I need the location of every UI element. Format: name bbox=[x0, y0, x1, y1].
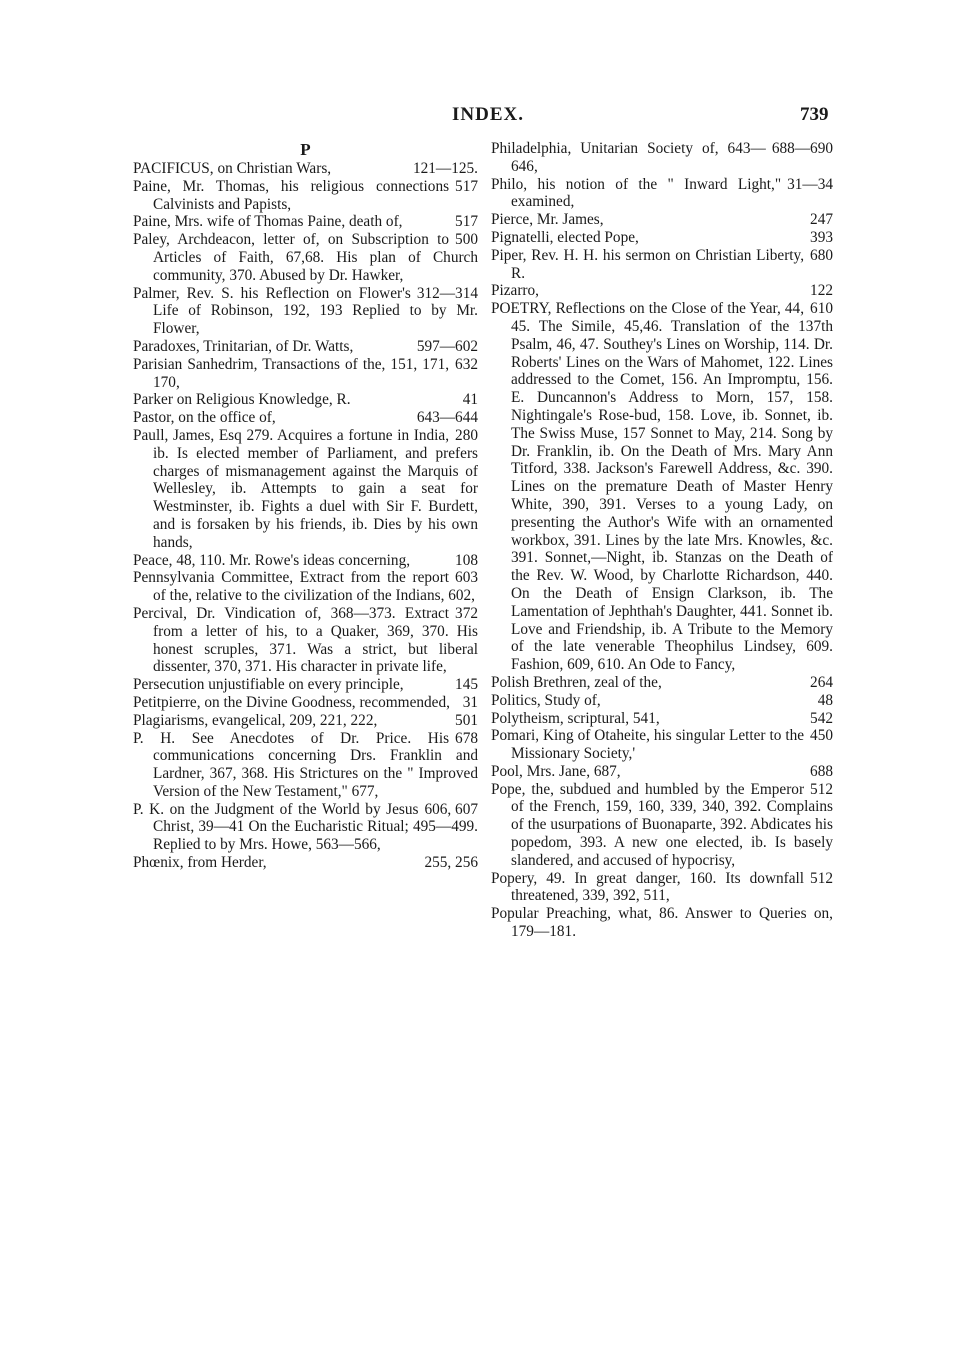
entry-pages: 606, 607 bbox=[424, 800, 478, 818]
entry-pages: 512 bbox=[810, 780, 833, 798]
entry-head: Petitpierre, bbox=[133, 693, 201, 711]
page-number: 739 bbox=[800, 104, 829, 125]
index-entry bbox=[491, 763, 833, 781]
entry-pages: 542 bbox=[810, 709, 833, 727]
entry-text: Rev. H. H. his sermon on Christian Liberty, R. bbox=[511, 246, 805, 282]
entry-head: Philadelphia, bbox=[491, 140, 572, 157]
entry-head: Pizarro, bbox=[491, 282, 539, 300]
entry-pages: 48 bbox=[817, 691, 833, 709]
entry-pages: 247 bbox=[810, 211, 833, 229]
index-entry bbox=[133, 213, 478, 231]
header-title: INDEX. bbox=[452, 104, 524, 125]
entry-text: Mr. Thomas, his religious connections Calvinists and Papists, bbox=[153, 177, 450, 213]
entry-pages: 255, 256 bbox=[424, 854, 478, 872]
entry-head: Persecution bbox=[133, 676, 205, 694]
index-entry bbox=[133, 605, 478, 676]
entry-text: evangelical, 209, 221, 222, bbox=[208, 711, 378, 729]
entry-text: on the Divine Goodness, recommended, bbox=[200, 693, 450, 711]
index-entry bbox=[491, 870, 833, 906]
entry-head: Parker bbox=[133, 391, 173, 409]
entry-head: Pastor, bbox=[133, 409, 175, 427]
entry-head: Paine, bbox=[133, 177, 171, 195]
entry-pages: 31—34 bbox=[787, 175, 833, 193]
entry-text: unjustifiable on every principle, bbox=[204, 676, 404, 694]
right-column bbox=[491, 140, 833, 941]
entry-text: Reflections on the Close of the Year, 44, 45. The Simile, 45,46. Translation of the 137th Psalm, 46, 47. Southey's Lines on Worship, 114. Dr. Roberts' Lines on the Wars of Mahomet, 122. Lines addressed to the Comet, 156. An Impromptu, 156. E. Duncannon's Address to Morn, 157, 158. Nightingale's Rose-bud, 158. Love, ib. Sonnet, ib. The Swiss Muse, 157 Sonnet to May, 214. Song by Dr. Franklin, ib. On the Death of Mrs. Mary Ann Titford, 338. Jackson's Farewell Address, &c. 390. Lines on the premature Death of Master Henry White, 390, 391. Verses to a young Lady, on presenting the Author's Wife with an ornamented workbox, 391. Lines by the late Mrs. Knowles, &c. 391. Sonnet,—Night, ib. Stanzas on the Death of the Rev. W. Wood, by Charlotte Richardson, 440. On the Death of Ensign Clarkson, ib. The Lamentation of Jephthah's Daughter, 441. Sonnet ib. Love and Friendship, ib. A Tribute to the Memory of the late venerable Theophilus Lindsey, 609. Fashion, 609, 610. An Ode to Fancy, bbox=[511, 300, 833, 674]
entry-text: scriptural, 541, bbox=[563, 709, 660, 727]
entry-head: Palmer, bbox=[133, 284, 180, 302]
entry-pages: 145 bbox=[455, 676, 478, 694]
entry-text: Mr. James, bbox=[533, 211, 604, 229]
entry-head: PACIFICUS, bbox=[133, 160, 214, 177]
index-entry bbox=[133, 178, 478, 214]
entry-head: P. H. bbox=[133, 729, 176, 747]
entry-head: Polish bbox=[491, 673, 530, 691]
entry-pages: 680 bbox=[810, 246, 833, 264]
entry-pages: 500 bbox=[455, 231, 478, 249]
entry-pages: 393 bbox=[810, 228, 833, 246]
entry-text: See Anecdotes of Dr. Price. His communications concerning Drs. Franklin and Lardner, 367, 368. His Strictures on the " Improved Version of the New Testament," 677, bbox=[153, 729, 478, 800]
index-entry bbox=[133, 676, 478, 694]
index-entry bbox=[133, 160, 478, 178]
index-entry bbox=[491, 727, 833, 763]
entry-text: James, Esq 279. Acquires a fortune in India, ib. Is elected member of Parliament, and prefers charges of mismanagement against the Marquis of Wellesley, ib. Attempts to gain a seat for Westminster, ib. Fights a duel with Sir F. Burdett, and is forsaken by his friends, ib. Dies by his own hands, bbox=[153, 426, 478, 551]
entry-text: 48, 110. Mr. Rowe's ideas concerning, bbox=[172, 551, 411, 569]
running-header bbox=[0, 104, 967, 134]
entry-text: Trinitarian, of Dr. Watts, bbox=[199, 337, 354, 355]
entry-pages: 603 bbox=[455, 569, 478, 587]
index-entry bbox=[491, 247, 833, 283]
entry-pages: 688—690 bbox=[771, 140, 833, 157]
entry-pages: 643—644 bbox=[416, 409, 478, 427]
index-entry bbox=[133, 552, 478, 570]
entry-head: POETRY, bbox=[491, 300, 552, 318]
index-entry bbox=[133, 427, 478, 552]
index-entry bbox=[491, 140, 833, 176]
index-entry bbox=[491, 674, 833, 692]
entry-pages: 41 bbox=[462, 391, 478, 409]
entry-text: from Herder, bbox=[183, 854, 267, 872]
entry-head: P. K. bbox=[133, 800, 165, 818]
entry-head: Pignatelli, bbox=[491, 228, 554, 246]
entry-head: Paradoxes, bbox=[133, 337, 200, 355]
entry-text: Committee, Extract from the report of the, relative to the civilization of the Indians, 602, bbox=[153, 569, 475, 605]
entry-head: Pool, bbox=[491, 762, 523, 780]
entry-text: the, subdued and humbled by the Emperor of the French, 159, 160, 339, 340, 392. Complains of the usurpations of Buonaparte, 392. Abdicates his popedom, 393. A new one elected, ib. Is basely slandered, and accused of hypocrisy, bbox=[511, 780, 833, 869]
index-entry bbox=[133, 801, 478, 854]
index-entry bbox=[133, 409, 478, 427]
entry-text: Mrs. Jane, 687, bbox=[522, 762, 621, 780]
entry-text: Unitarian Society of, 643—646, bbox=[511, 140, 766, 175]
entry-pages: 501 bbox=[455, 711, 478, 729]
index-entry bbox=[133, 391, 478, 409]
index-entry bbox=[491, 211, 833, 229]
index-entry bbox=[133, 730, 478, 801]
index-entry bbox=[491, 905, 833, 941]
entry-text: King of Otaheite, his singular Letter to the Missionary Society,' bbox=[511, 727, 805, 763]
entry-pages: 517 bbox=[455, 213, 478, 231]
entry-text: Dr. Vindication of, 368—373. Extract from a letter of his, to a Quaker, 369, 370. His honest scruples, 371. Was a strict, but liberal dissenter, 370, 371. His character in private life, bbox=[153, 604, 478, 676]
entry-text: on the office of, bbox=[174, 409, 276, 427]
entry-head: Paley, bbox=[133, 231, 170, 249]
entry-pages: 597—602 bbox=[416, 337, 478, 355]
entry-pages: 31 bbox=[462, 693, 478, 711]
entry-head: Popery, bbox=[491, 869, 538, 887]
entry-text: on Christian Wars, bbox=[213, 160, 332, 177]
index-entry bbox=[133, 854, 478, 872]
left-column bbox=[133, 140, 478, 872]
entry-text: elected Pope, bbox=[553, 228, 639, 246]
index-entry bbox=[491, 710, 833, 728]
index-entry bbox=[491, 692, 833, 710]
entry-head: Philo, bbox=[491, 175, 528, 193]
entry-text: Brethren, zeal of the, bbox=[529, 673, 662, 691]
index-entry bbox=[133, 285, 478, 338]
entry-pages: 108 bbox=[455, 551, 478, 569]
index-entry bbox=[133, 694, 478, 712]
entry-pages: 610 bbox=[810, 300, 833, 318]
entry-head: Popular bbox=[491, 905, 539, 923]
entry-head: Pennsylvania bbox=[133, 569, 215, 587]
entry-text: his notion of the " Inward Light," examined, bbox=[511, 175, 782, 211]
index-entry bbox=[491, 282, 833, 300]
entry-text: 49. In great danger, 160. Its downfall threatened, 339, 392, 511, bbox=[511, 869, 805, 905]
entry-text: Study of, bbox=[540, 691, 601, 709]
entry-head: Pomari, bbox=[491, 727, 540, 745]
index-entry bbox=[133, 356, 478, 392]
entry-head: Phœnix, bbox=[133, 854, 184, 872]
index-entry bbox=[133, 231, 478, 284]
index-entry bbox=[133, 712, 478, 730]
entry-text: on the Judgment of the World by Jesus Christ, 39—41 On the Eucharistic Ritual; 495—499. Replied to by Mrs. Howe, 563—566, bbox=[153, 800, 478, 854]
entry-pages: 512 bbox=[810, 869, 833, 887]
entry-text: Rev. S. his Reflection on Flower's Life of Robinson, 192, 193 Replied to by Mr. Flower, bbox=[153, 284, 478, 338]
section-letter: P bbox=[300, 140, 311, 159]
entry-head: Paull, bbox=[133, 426, 169, 444]
index-entry bbox=[491, 781, 833, 870]
index-entry bbox=[133, 338, 478, 356]
entry-pages: 264 bbox=[810, 673, 833, 691]
index-entry bbox=[491, 229, 833, 247]
entry-text: Archdeacon, letter of, on Subscription to Articles of Faith, 67,68. His plan of Church community, 370. Abused by Dr. Hawker, bbox=[153, 231, 478, 284]
entry-head: Piper, bbox=[491, 246, 527, 264]
entry-head: Peace, bbox=[133, 551, 173, 569]
entry-head: Paine, bbox=[133, 213, 171, 231]
entry-pages: 372 bbox=[455, 604, 478, 622]
entry-head: Parisian bbox=[133, 355, 183, 373]
index-entry bbox=[133, 569, 478, 605]
entry-head: Percival, bbox=[133, 604, 187, 622]
entry-pages: 312—314 bbox=[416, 284, 478, 302]
entry-pages: 121—125. bbox=[412, 160, 478, 177]
entry-head: Pope, bbox=[491, 780, 526, 798]
entry-text: on Religious Knowledge, R. bbox=[172, 391, 351, 409]
entry-pages: 678 bbox=[455, 729, 478, 747]
index-entry bbox=[491, 176, 833, 212]
entry-pages: 517 bbox=[455, 177, 478, 195]
entry-text: Sanhedrim, Transactions of the, 151, 171, 170, bbox=[153, 355, 450, 391]
entry-pages: 122 bbox=[810, 282, 833, 300]
entry-head: Polytheism, bbox=[491, 709, 564, 727]
entry-head: Politics, bbox=[491, 691, 541, 709]
entry-head: Plagiarisms, bbox=[133, 711, 209, 729]
entry-pages: 280 bbox=[455, 426, 478, 444]
entry-text: Mrs. wife of Thomas Paine, death of, bbox=[170, 213, 403, 231]
entry-pages: 632 bbox=[455, 355, 478, 373]
index-entry bbox=[491, 300, 833, 674]
entry-head: Pierce, bbox=[491, 211, 534, 229]
entry-text: Preaching, what, 86. Answer to Queries on, 179—181. bbox=[511, 905, 833, 941]
entry-pages: 450 bbox=[810, 727, 833, 745]
entry-pages: 688 bbox=[810, 762, 833, 780]
